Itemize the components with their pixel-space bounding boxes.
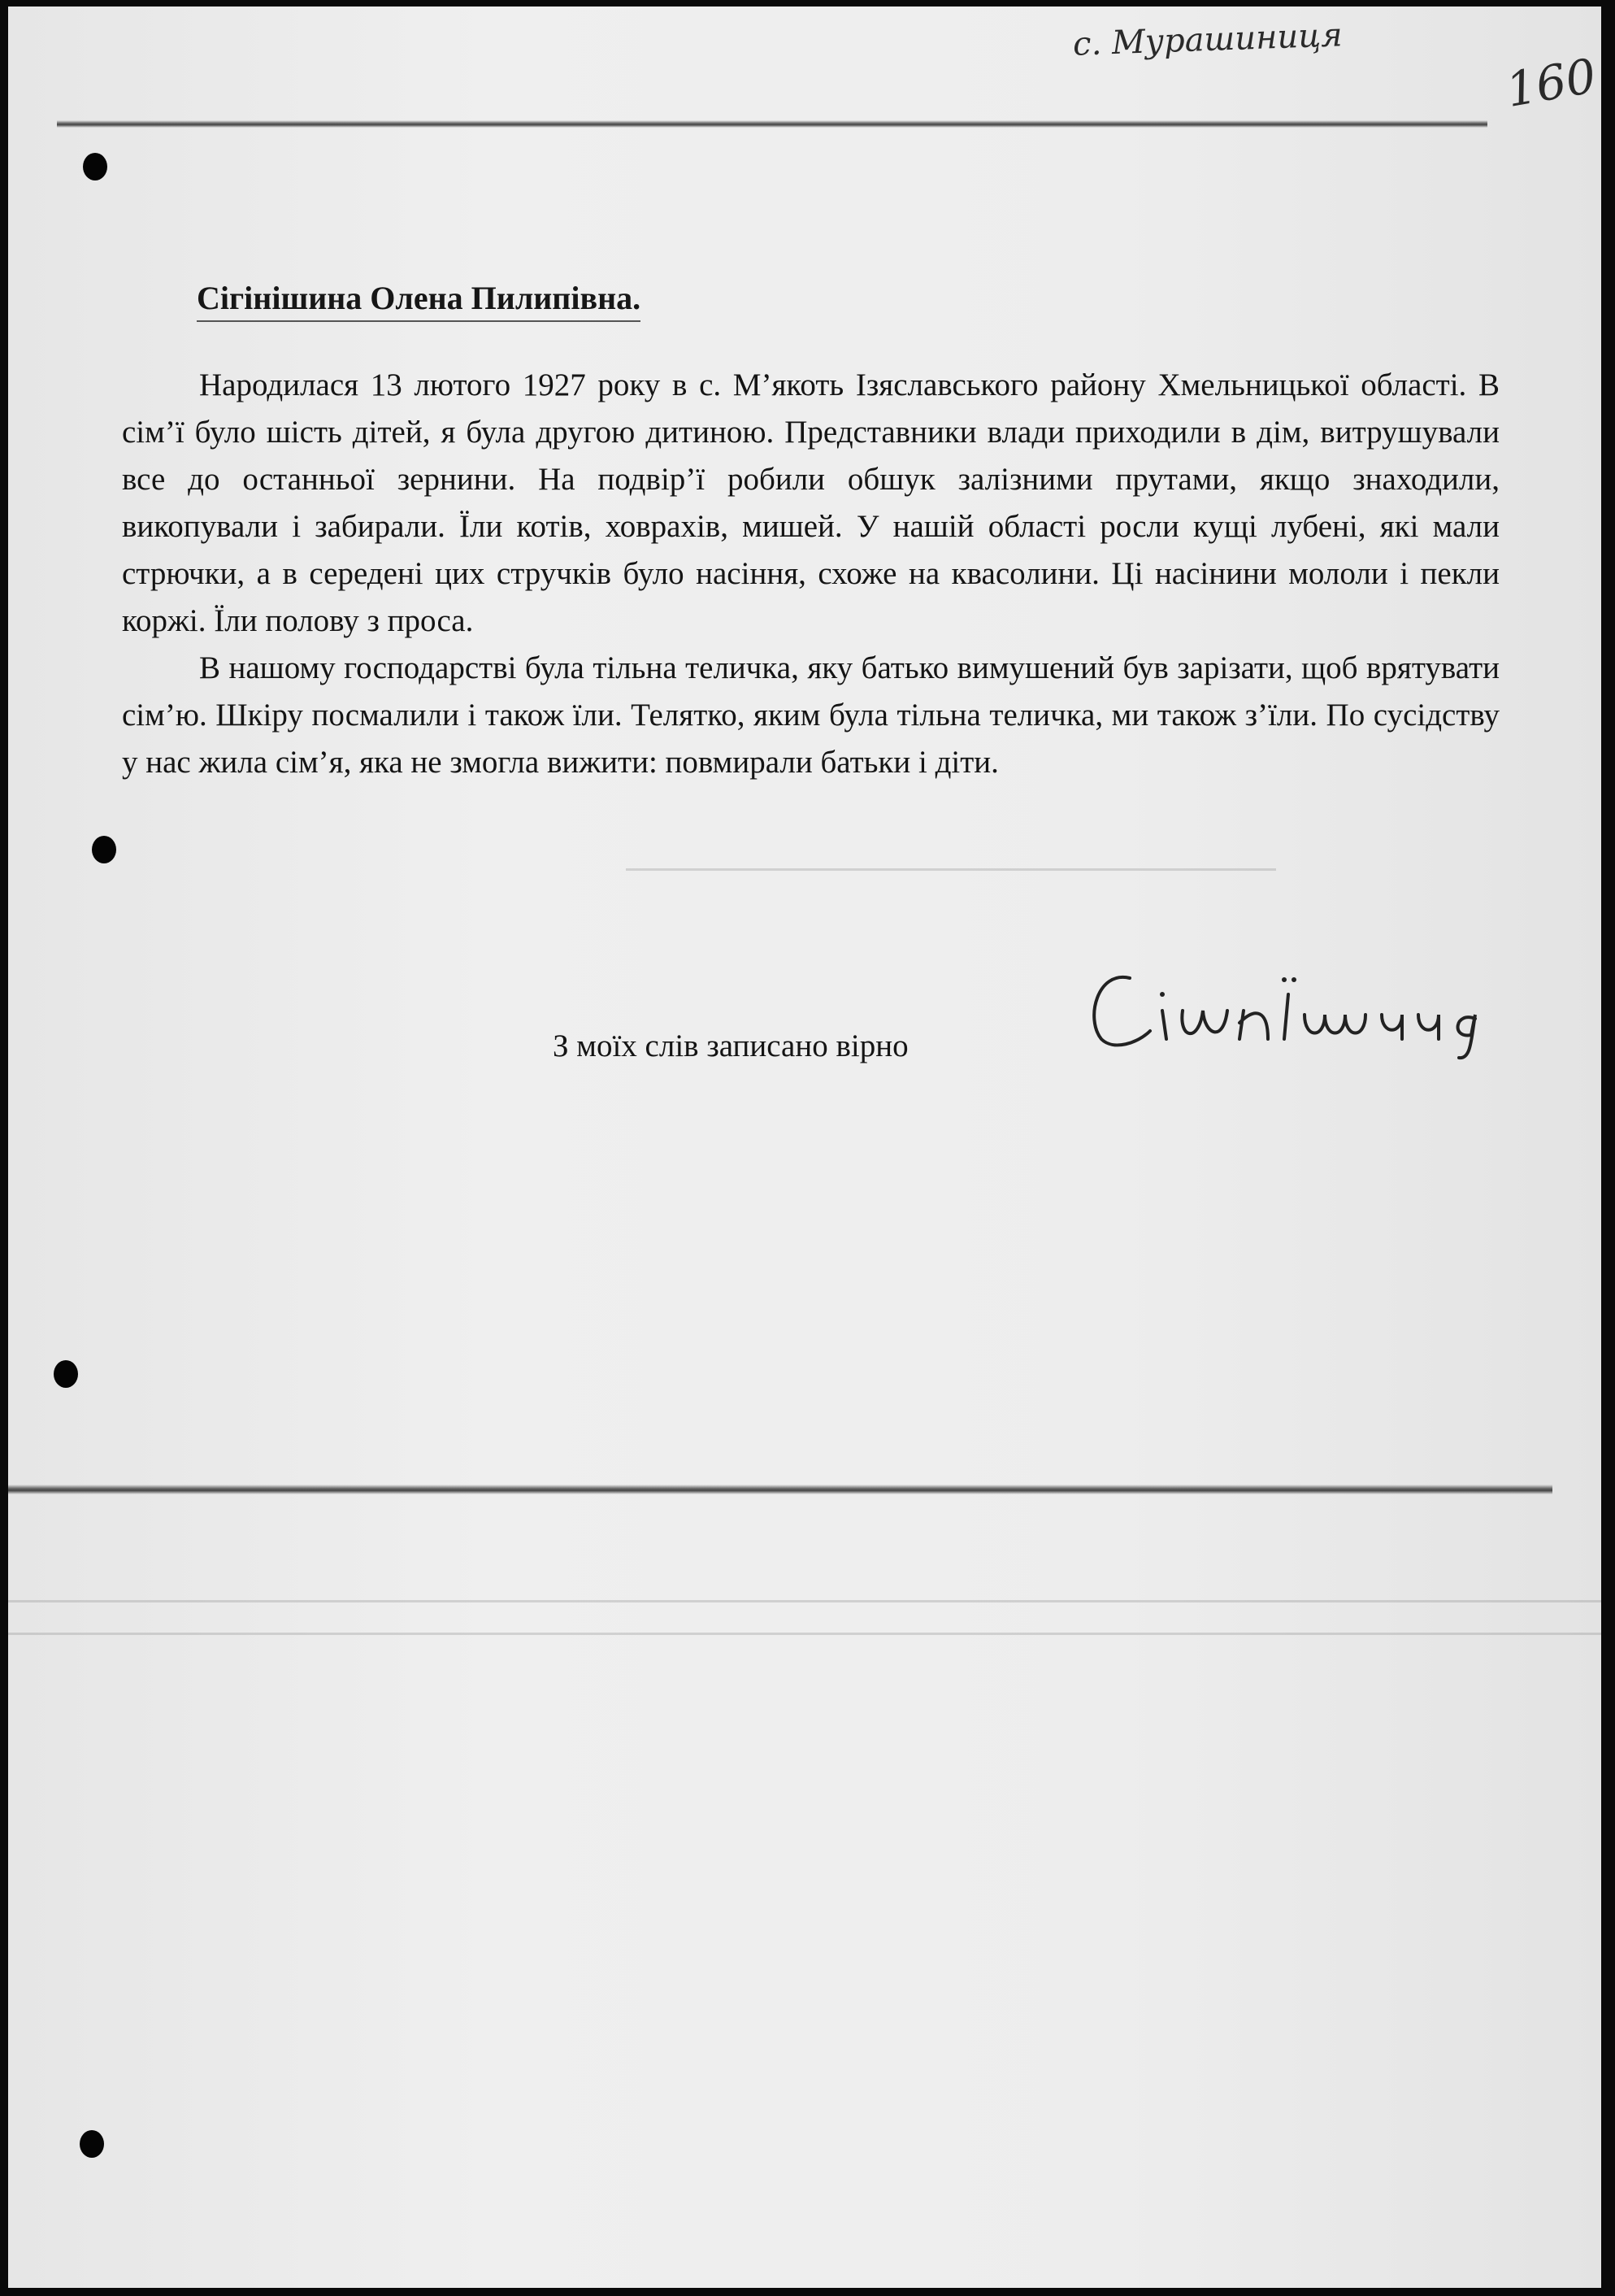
punch-hole: [83, 153, 107, 180]
attestation-line: З моїх слів записано вірно: [553, 1028, 909, 1063]
scanned-page: [8, 7, 1601, 2288]
document-body: [122, 362, 1500, 786]
body-paragraph: В нашому господарстві була тільна теличка, яку батько вимушений був зарізати, щоб врятувати сім’ю. Шкіру посмалили і також їли. Телятко, яким була тільна теличка, ми також з’їли. По сусідству у нас жила сім’я, яка не змогла вижити: повмирали батьки і діти.: [122, 650, 1500, 780]
punch-hole: [80, 2130, 104, 2158]
punch-hole: [92, 836, 116, 863]
body-paragraph: Народилася 13 лютого 1927 року в с. М’якоть Ізяславського району Хмельницької області. В сім’ї було шість дітей, я була другою дитиною. Представники влади приходили в дім, витрушували все до останньої зернини. На подвір’ї робили обшук залізними прутами, якщо знаходили, викопували і забирали. Їли котів, ховрахів, мишей. У нашій області росли кущі лубені, які мали стрючки, а в середені цих стручків було насіння, схоже на квасолини. Ці насінини мололи і пекли коржі. Їли полову з проса.: [122, 367, 1500, 638]
archive-page-number: 160: [1501, 47, 1600, 119]
scan-artifact-line: [57, 120, 1487, 128]
signature-image: [1081, 962, 1552, 1068]
scan-ghost-line: [8, 1600, 1601, 1602]
scan-ghost-line: [8, 1633, 1601, 1635]
punch-hole: [54, 1360, 78, 1388]
archive-header-note: с. Мурашиниця: [1072, 16, 1344, 63]
document-title: Сігінішина Олена Пилипівна.: [197, 279, 640, 322]
scan-artifact-line: [8, 1485, 1552, 1494]
scan-ghost-line: [626, 868, 1276, 871]
